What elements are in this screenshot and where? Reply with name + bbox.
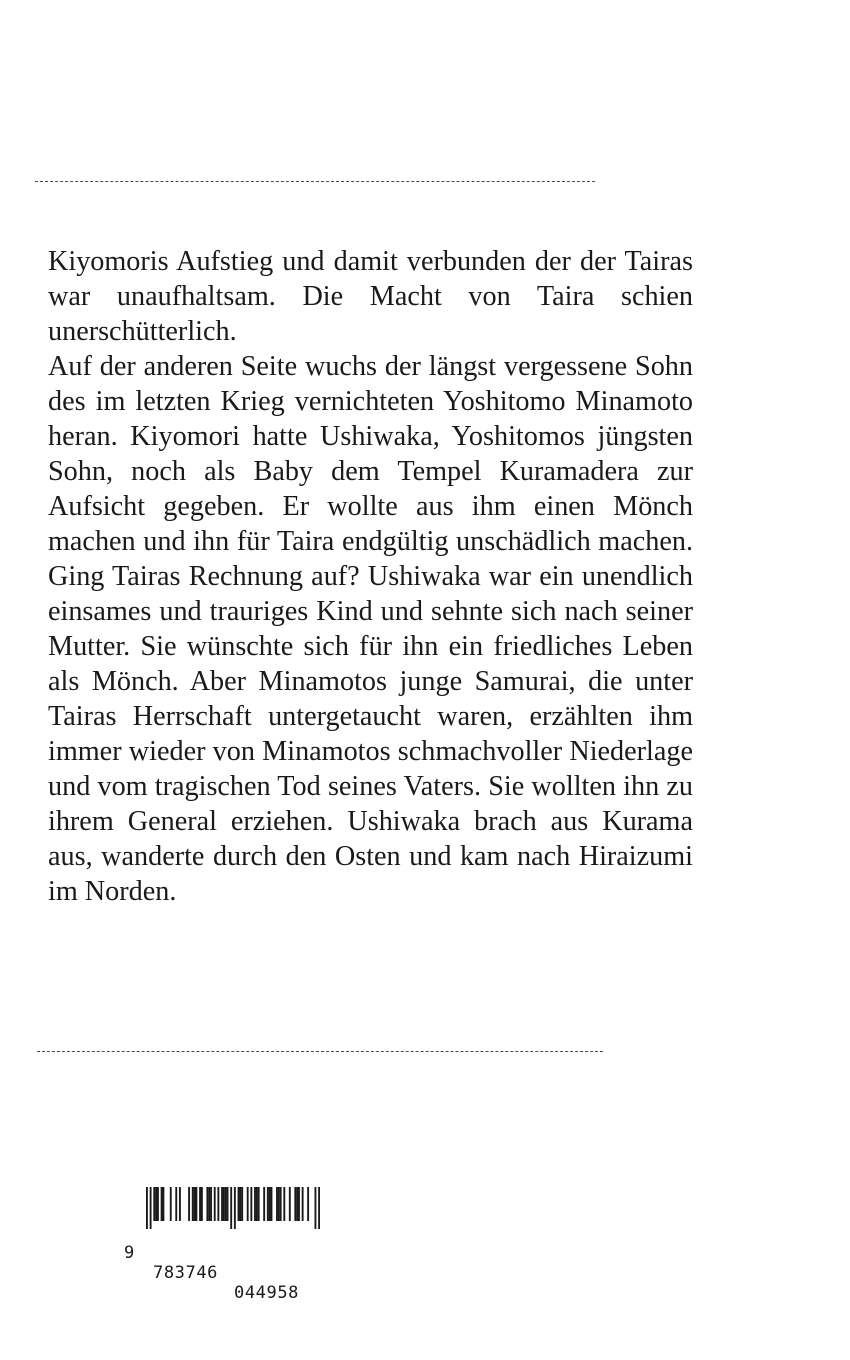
barcode-bar <box>267 1187 269 1221</box>
barcode-digit-group-right: 044958 <box>234 1283 300 1303</box>
barcode-bar <box>302 1187 304 1221</box>
barcode-bar <box>238 1187 240 1221</box>
barcode-bar <box>280 1187 282 1221</box>
barcode-bar <box>195 1187 197 1221</box>
barcode-bar <box>256 1187 258 1221</box>
top-dashed-rule <box>35 181 595 182</box>
barcode-bar <box>162 1187 164 1221</box>
barcode-digits <box>124 1223 300 1323</box>
bottom-dashed-rule <box>37 1051 603 1052</box>
barcode-bar <box>315 1187 317 1229</box>
barcode-bar <box>294 1187 296 1221</box>
barcode-bar <box>157 1187 159 1221</box>
barcode-digit-group-left: 783746 <box>153 1263 219 1283</box>
barcode-bar <box>254 1187 256 1221</box>
barcode-bar <box>225 1187 227 1221</box>
barcode-bar <box>214 1187 216 1221</box>
barcode-bar <box>170 1187 172 1221</box>
barcode-bar <box>208 1187 210 1221</box>
barcode-bar <box>298 1187 300 1221</box>
barcode-bar <box>155 1187 157 1221</box>
barcode-bars <box>146 1187 320 1229</box>
barcode-bar <box>241 1187 243 1221</box>
barcode-bar <box>221 1187 223 1221</box>
barcode-bar <box>201 1187 203 1221</box>
barcode-bar <box>289 1187 291 1221</box>
barcode-bar <box>296 1187 298 1221</box>
barcode-bar <box>278 1187 280 1221</box>
barcode-bar <box>269 1187 271 1221</box>
barcode-bar <box>318 1187 320 1229</box>
barcode-bar <box>179 1187 181 1221</box>
barcode-bar <box>199 1187 201 1221</box>
barcode-bar <box>227 1187 229 1221</box>
barcode-bar <box>194 1187 196 1221</box>
isbn-barcode <box>124 1185 324 1303</box>
barcode-bar <box>175 1187 177 1221</box>
barcode-bar <box>258 1187 260 1221</box>
barcode-bar <box>276 1187 278 1221</box>
barcode-bar <box>271 1187 273 1221</box>
barcode-bar <box>217 1187 219 1221</box>
barcode-bar <box>239 1187 241 1221</box>
barcode-bar <box>210 1187 212 1221</box>
barcode-bar <box>153 1187 155 1221</box>
barcode-bar <box>234 1187 236 1229</box>
barcode-bar <box>263 1187 265 1221</box>
barcode-bar <box>247 1187 249 1221</box>
barcode-bar <box>161 1187 163 1221</box>
blurb-paragraph-2: Auf der anderen Seite wuchs der längst vergessene Sohn des im letzten Krieg vernichteten Yoshitomo Minamoto heran. Kiyomori hatte Ushiwaka, Yoshitomos jüngsten Sohn, noch als Baby dem Tempel Kuramadera zur Aufsicht gegeben. Er wollte aus ihm einen Mönch machen und ihn für Taira endgültig unschädlich machen. Ging Tairas Rechnung auf? Ushiwaka war ein unendlich einsames und trauriges Kind und sehnte sich nach seiner Mutter. Sie wünschte sich für ihn ein friedliches Leben als Mönch. Aber Minamotos junge Samurai, die unter Tairas Herrschaft untergetaucht waren, erzählten ihm immer wieder von Minamotos schmachvoller Niederlage und vom tragischen Tod seines Vaters. Sie wollten ihn zu ihrem General erziehen. Ushiwaka brach aus Kurama aus, wanderte durch den Osten und kam nach Hiraizumi im Norden. <box>48 351 693 907</box>
barcode-bar <box>283 1187 285 1221</box>
blurb-paragraph-1: Kiyomoris Aufstieg und damit verbunden der der Tairas war unaufhaltsam. Die Macht von Taira schien unerschütterlich. <box>48 246 693 347</box>
barcode-bar <box>230 1187 232 1229</box>
barcode-lead-digit: 9 <box>124 1243 135 1263</box>
back-cover-blurb <box>48 244 693 909</box>
barcode-bar <box>223 1187 225 1221</box>
barcode-bar <box>250 1187 252 1221</box>
barcode-bar <box>188 1187 190 1221</box>
barcode-bar <box>192 1187 194 1221</box>
barcode-bar <box>206 1187 208 1221</box>
barcode-bar <box>307 1187 309 1221</box>
